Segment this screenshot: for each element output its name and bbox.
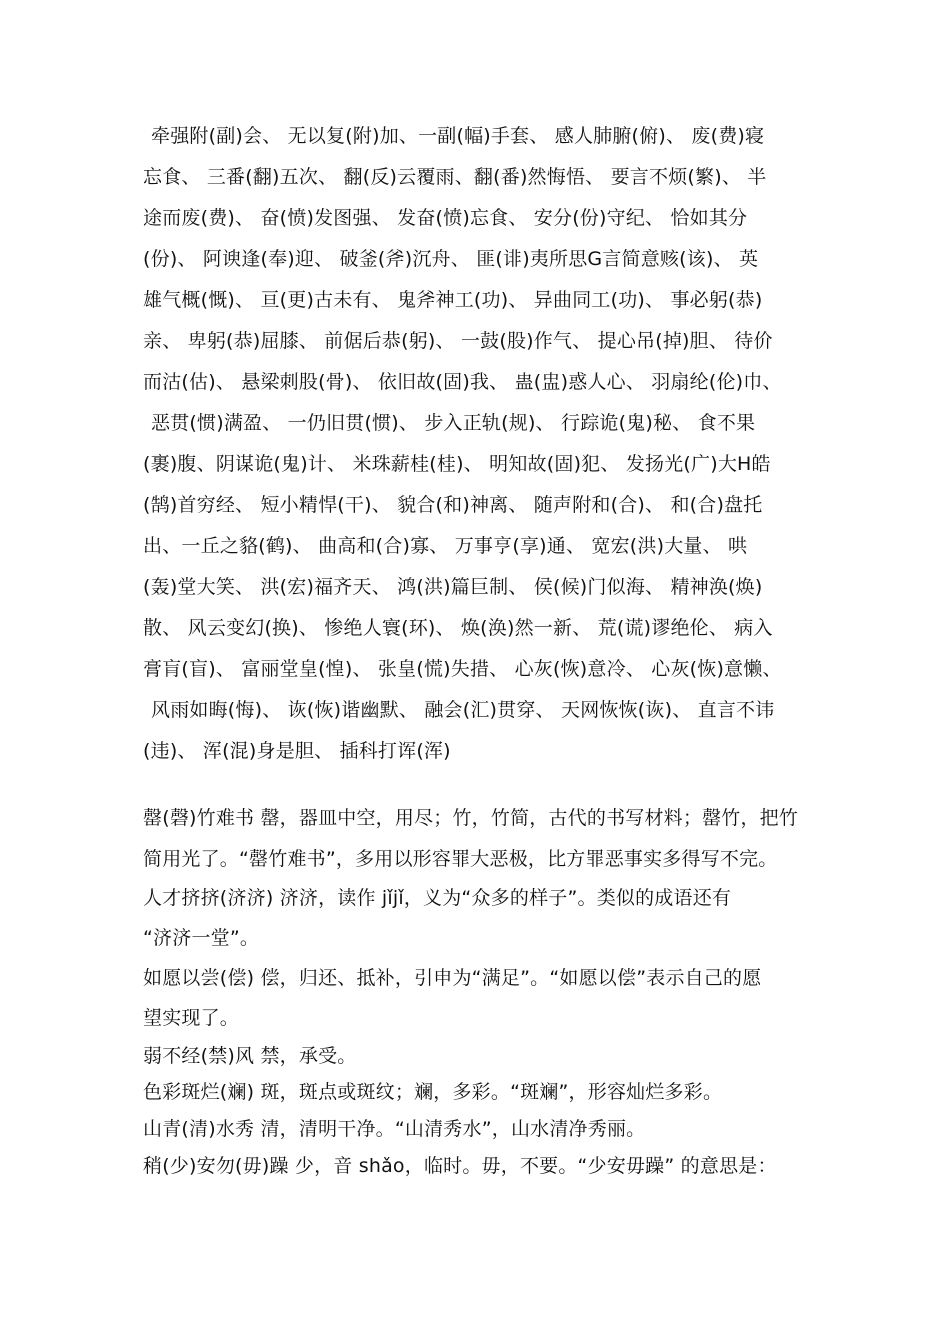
paragraph-line: (违)、 浑(混)身是胆、 插科打诨(浑) [143, 740, 451, 762]
note-line: 稍(少)安勿(毋)躁 少，音 shǎo，临时。毋，不要。“少安毋躁” 的意思是： [143, 1155, 777, 1177]
note-line: 弱不经(禁)风 禁，承受。 [143, 1045, 357, 1067]
paragraph-line: 亲、 卑躬(恭)屈膝、 前倨后恭(躬)、 一鼓(股)作气、 提心吊(掉)胆、 待价 [143, 330, 773, 352]
paragraph-line: 出、一丘之貉(鹤)、 曲高和(合)寡、 万事亨(享)通、 宽宏(洪)大量、 哄 [143, 535, 748, 557]
paragraph-line: (裹)腹、阴谋诡(鬼)计、 米珠薪桂(桂)、 明知故(固)犯、 发扬光(广)大H皓 [143, 453, 771, 475]
paragraph-line: 牵强附(副)会、 无以复(附)加、一副(幅)手套、 感人肺腑(俯)、 废(费)寝 [151, 125, 765, 147]
paragraph-line: 恶贯(惯)满盈、 一仍旧贯(惯)、 步入正轨(规)、 行踪诡(鬼)秘、 食不果 [151, 412, 756, 434]
paragraph-line: 风雨如晦(悔)、 诙(恢)谐幽默、 融会(汇)贯穿、 天网恢恢(诙)、 直言不讳 [151, 699, 775, 721]
idiom-explanation-notes [143, 806, 823, 1186]
note-line: 简用光了。“罄竹难书”，多用以形容罪大恶极，比方罪恶事实多得写不完。 [143, 848, 778, 870]
paragraph-line: 散、 风云变幻(换)、 惨绝人寰(环)、 焕(涣)然一新、 荒(谎)谬绝伦、 病入 [143, 617, 773, 639]
paragraph-line: 膏肓(盲)、 富丽堂皇(惶)、 张皇(慌)失措、 心灰(恢)意冷、 心灰(恢)意懒、 [143, 658, 782, 680]
paragraph-line: 而沽(估)、 悬梁刺股(骨)、 依旧故(固)我、 蛊(盅)惑人心、 羽扇纶(伦)巾、 [143, 371, 782, 393]
paragraph-line: (鹄)首穷经、 短小精悍(干)、 貌合(和)神离、 随声附和(合)、 和(合)盘托 [143, 494, 763, 516]
idiom-correction-paragraph [143, 124, 823, 784]
paragraph-line: 忘食、 三番(翻)五次、 翻(反)云覆雨、翻(番)然悔悟、 要言不烦(繁)、 半 [143, 166, 767, 188]
note-line: 罄(磬)竹难书 罄，器皿中空，用尽；竹，竹简，古代的书写材料；罄竹，把竹 [143, 807, 799, 829]
paragraph-line: (轰)堂大笑、 洪(宏)福齐天、 鸿(洪)篇巨制、 侯(候)门似海、 精神涣(焕) [143, 576, 763, 598]
note-line: 色彩斑烂(斓) 斑，斑点或斑纹；斓，多彩。“斑斓”，形容灿烂多彩。 [143, 1081, 723, 1103]
paragraph-line: (份)、 阿谀逢(奉)迎、 破釜(斧)沉舟、 匪(诽)夷所思G言简意赅(该)、 英 [143, 248, 759, 270]
note-line: 如愿以尝(偿) 偿，归还、抵补，引申为“满足”。“如愿以偿”表示自己的愿 [143, 967, 762, 989]
note-line: 望实现了。 [143, 1007, 240, 1029]
paragraph-line: 途而废(费)、 奋(愤)发图强、 发奋(愤)忘食、 安分(份)守纪、 恰如其分 [143, 207, 748, 229]
note-line: 山青(清)水秀 清，清明干净。“山清秀水”，山水清净秀丽。 [143, 1118, 646, 1140]
paragraph-line: 雄气概(慨)、 亘(更)古未有、 鬼斧神工(功)、 异曲同工(功)、 事必躬(恭) [143, 289, 763, 311]
note-line: 人才挤挤(济济) 济济，读作 jǐjǐ，义为“众多的样子”。类似的成语还有 [143, 887, 732, 909]
note-line: “济济一堂”。 [143, 927, 260, 949]
